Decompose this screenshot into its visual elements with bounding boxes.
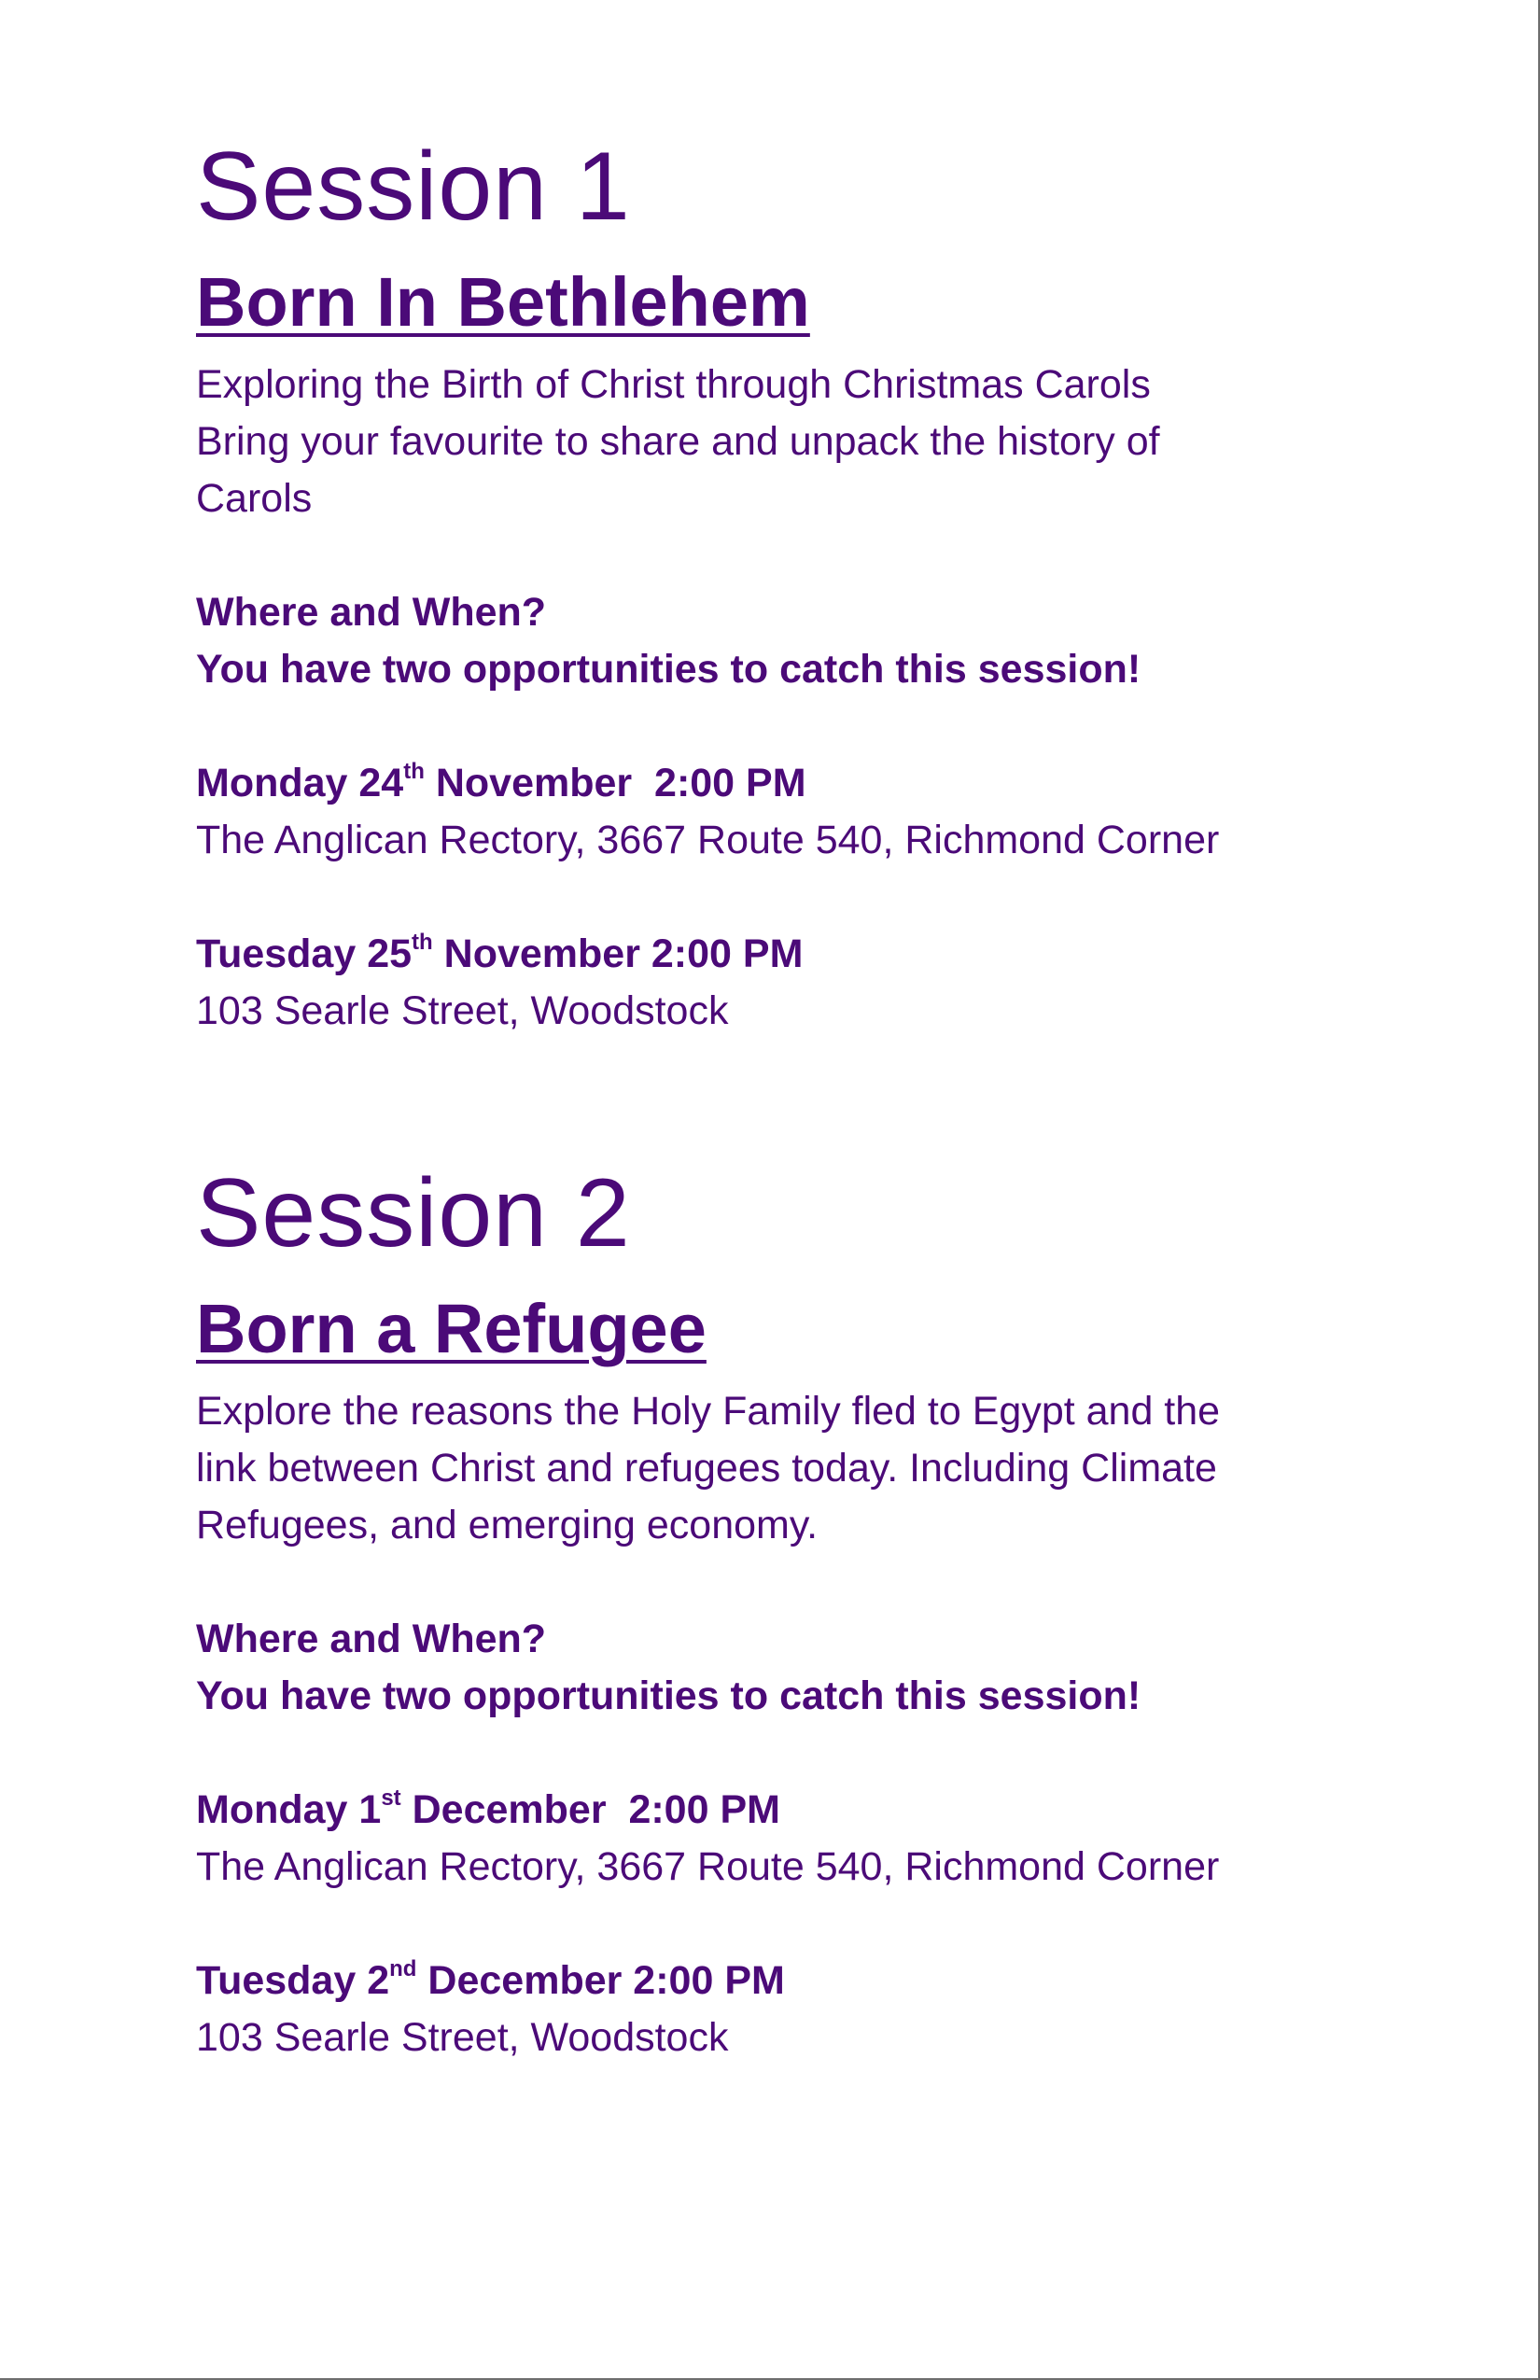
session-heading: Session 2 xyxy=(196,1159,631,1267)
description-line: Explore the reasons the Holy Family fled to Egypt and the xyxy=(196,1389,1221,1434)
spacer xyxy=(196,1725,1409,1782)
event-datetime xyxy=(196,926,1409,983)
opportunities-text: You have two opportunities to catch this session! xyxy=(196,1673,1141,1718)
session-2 xyxy=(196,1157,1409,2066)
event-location: The Anglican Rectory, 3667 Route 540, Richmond Corner xyxy=(196,1844,1220,1889)
event-datetime xyxy=(196,1782,1409,1839)
event-day-suffix: st xyxy=(381,1785,401,1811)
event-day: Monday 1 xyxy=(196,1787,382,1832)
description-line: link between Christ and refugees today. Including Climate xyxy=(196,1446,1217,1491)
description-line: Bring your favourite to share and unpack the history of xyxy=(196,419,1160,464)
description-line: Refugees, and emerging economy. xyxy=(196,1503,819,1547)
event-month-time: November 2:00 PM xyxy=(432,931,804,976)
spacer xyxy=(196,1896,1409,1953)
spacer xyxy=(196,1554,1409,1611)
session-title: Born a Refugee xyxy=(196,1290,707,1367)
event-day: Tuesday 2 xyxy=(196,1958,390,2003)
event-day: Tuesday 25 xyxy=(196,931,413,976)
description-line: Exploring the Birth of Christ through Christmas Carols xyxy=(196,362,1151,407)
event-day: Monday 24 xyxy=(196,761,404,805)
spacer xyxy=(196,698,1409,755)
event-month-time: November 2:00 PM xyxy=(424,761,806,805)
event-location: The Anglican Rectory, 3667 Route 540, Richmond Corner xyxy=(196,818,1220,862)
session-1 xyxy=(196,131,1409,1040)
event-day-suffix: th xyxy=(412,929,433,955)
event-datetime xyxy=(196,1953,1409,2009)
event-location: 103 Searle Street, Woodstock xyxy=(196,2015,729,2060)
spacer xyxy=(196,527,1409,584)
spacer xyxy=(196,869,1409,926)
event-location: 103 Searle Street, Woodstock xyxy=(196,988,729,1033)
where-when-label: Where and When? xyxy=(196,590,547,635)
where-when-label: Where and When? xyxy=(196,1617,547,1661)
opportunities-text: You have two opportunities to catch this session! xyxy=(196,647,1141,692)
event-day-suffix: nd xyxy=(389,1955,417,1981)
event-datetime xyxy=(196,755,1409,812)
event-month-time: December 2:00 PM xyxy=(416,1958,785,2003)
event-day-suffix: th xyxy=(403,758,425,784)
event-month-time: December 2:00 PM xyxy=(400,1787,780,1832)
session-heading: Session 1 xyxy=(196,133,631,241)
session-title: Born In Bethlehem xyxy=(196,263,810,341)
description-line: Carols xyxy=(196,476,313,521)
